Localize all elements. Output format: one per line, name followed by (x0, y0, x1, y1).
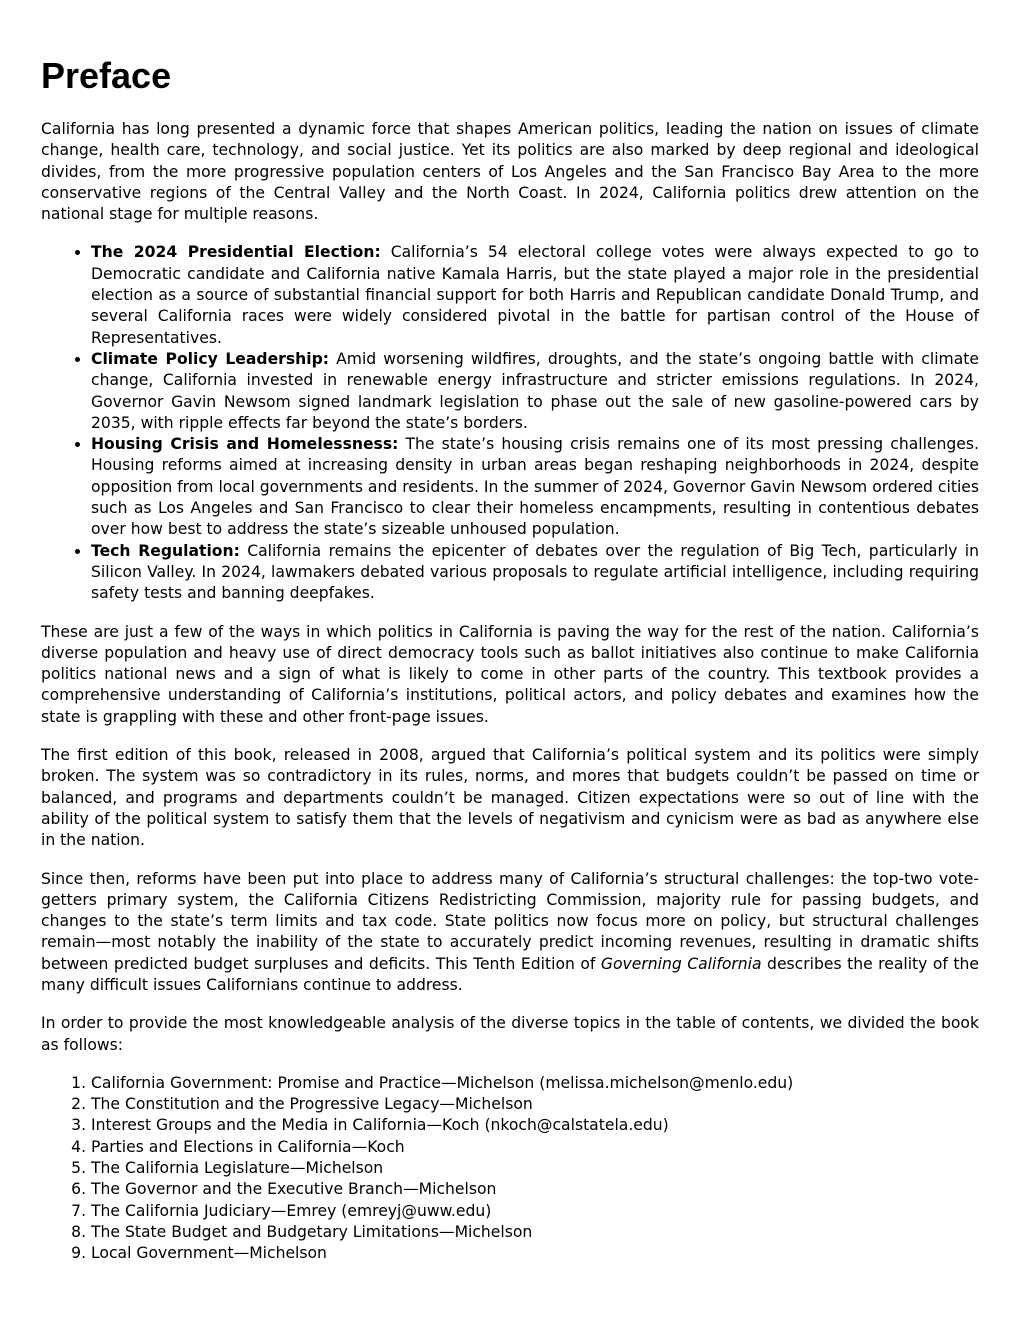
body-paragraph: These are just a few of the ways in which politics in California is paving the way for the rest of the nation. California’s diverse population and heavy use of direct democracy tools such as ballot initiatives also continue to make California politics national news and a sign of what is likely to come in other parts of the country. This textbook provides a comprehensive understanding of California’s institutions, political actors, and policy debates and examines how the state is grappling with these and other front-page issues. (41, 622, 979, 726)
chapter-item: 2. The Constitution and the Progressive Legacy—Michelson (91, 1094, 979, 1115)
list-item-heading: Tech Regulation: (91, 541, 240, 560)
book-title: Governing California (600, 954, 762, 973)
chapter-list (41, 1073, 979, 1265)
list-item (91, 349, 979, 434)
list-item-text: The state’s housing crisis remains one of its most pressing challenges. Housing reforms aimed at increasing density in urban areas began reshaping neighborhoods in 2024, despite opposition from local governments and residents. In the summer of 2024, Governor Gavin Newsom ordered cities such as Los Angeles and San Francisco to clear their homeless encampments, resulting in contentious debates over how best to address the state’s sizeable unhoused population. (91, 435, 979, 539)
page-title: Preface (41, 55, 172, 96)
list-item-text: Amid worsening wildfires, droughts, and the state’s ongoing battle with climate change, California invested in renewable energy infrastructure and stricter emissions regulations. In 2024, Governor Gavin Newsom signed landmark legislation to phase out the sale of new gasoline-powered cars by 2035, with ripple effects far beyond the state’s borders. (91, 349, 980, 432)
chapter-item: 4. Parties and Elections in California—Koch (91, 1137, 979, 1158)
body-paragraph: In order to provide the most knowledgeable analysis of the diverse topics in the table of contents, we divided the book as follows: (41, 1014, 979, 1054)
chapter-item: 3. Interest Groups and the Media in California—Koch (nkoch@calstatela.edu) (91, 1115, 979, 1136)
paragraph-text: Since then, reforms have been put into place to address many of California’s structural challenges: the top-two vote-getters primary system, the California Citizens Redistricting Commission, majority rule for passing budgets, and changes to the state’s term limits and tax code. State politics now focus more on policy, but structural challenges remain—most notably the inability of the state to accurately predict incoming revenues, resulting in dramatic shifts between predicted budget surpluses and deficits. This Tenth Edition of (41, 869, 979, 973)
chapter-item: 6. The Governor and the Executive Branch—Michelson (91, 1179, 979, 1200)
list-item (91, 242, 979, 348)
list-item-text: California remains the epicenter of debates over the regulation of Big Tech, particularly in Silicon Valley. In 2024, lawmakers debated various proposals to regulate artificial intelligence, including requiring safety tests and banning deepfakes. (91, 541, 979, 603)
list-item-heading: Climate Policy Leadership: (91, 349, 329, 368)
paragraph-text: describes the reality of the many difficult issues Californians continue to address. (41, 954, 979, 994)
body-paragraph (41, 869, 979, 997)
reasons-list (41, 242, 979, 604)
chapter-item: 5. The California Legislature—Michelson (91, 1158, 979, 1179)
chapter-item: 8. The State Budget and Budgetary Limitations—Michelson (91, 1222, 979, 1243)
chapter-item: 9. Local Government—Michelson (91, 1243, 979, 1264)
list-item (91, 541, 979, 605)
list-item (91, 434, 979, 540)
list-item-text: California’s 54 electoral college votes were always expected to go to Democratic candidate and California native Kamala Harris, but the state played a major role in the presidential election as a source of substantial financial support for both Harris and Republican candidate Donald Trump, and several California races were widely considered pivotal in the battle for partisan control of the House of Representatives. (91, 243, 979, 347)
intro-paragraph: California has long presented a dynamic force that shapes American politics, leading the nation on issues of climate change, health care, technology, and social justice. Yet its politics are also marked by deep regional and ideological divides, from the more progressive population centers of Los Angeles and the San Francisco Bay Area to the more conservative regions of the Central Valley and the North Coast. In 2024, California politics drew attention on the national stage for multiple reasons. (41, 120, 979, 224)
list-item-heading: The 2024 Presidential Election: (91, 243, 381, 262)
list-item-heading: Housing Crisis and Homelessness: (91, 435, 399, 454)
body-paragraph: The first edition of this book, released in 2008, argued that California’s political system and its politics were simply broken. The system was so contradictory in its rules, norms, and mores that budgets couldn’t be passed on time or balanced, and programs and departments couldn’t be managed. Citizen expectations were so out of line with the ability of the political system to satisfy them that the levels of negativism and cynicism were as bad as anywhere else in the nation. (41, 746, 979, 850)
chapter-item: 1. California Government: Promise and Practice—Michelson (melissa.michelson@menlo.edu) (91, 1073, 979, 1094)
chapter-item: 7. The California Judiciary—Emrey (emreyj@uww.edu) (91, 1201, 979, 1222)
